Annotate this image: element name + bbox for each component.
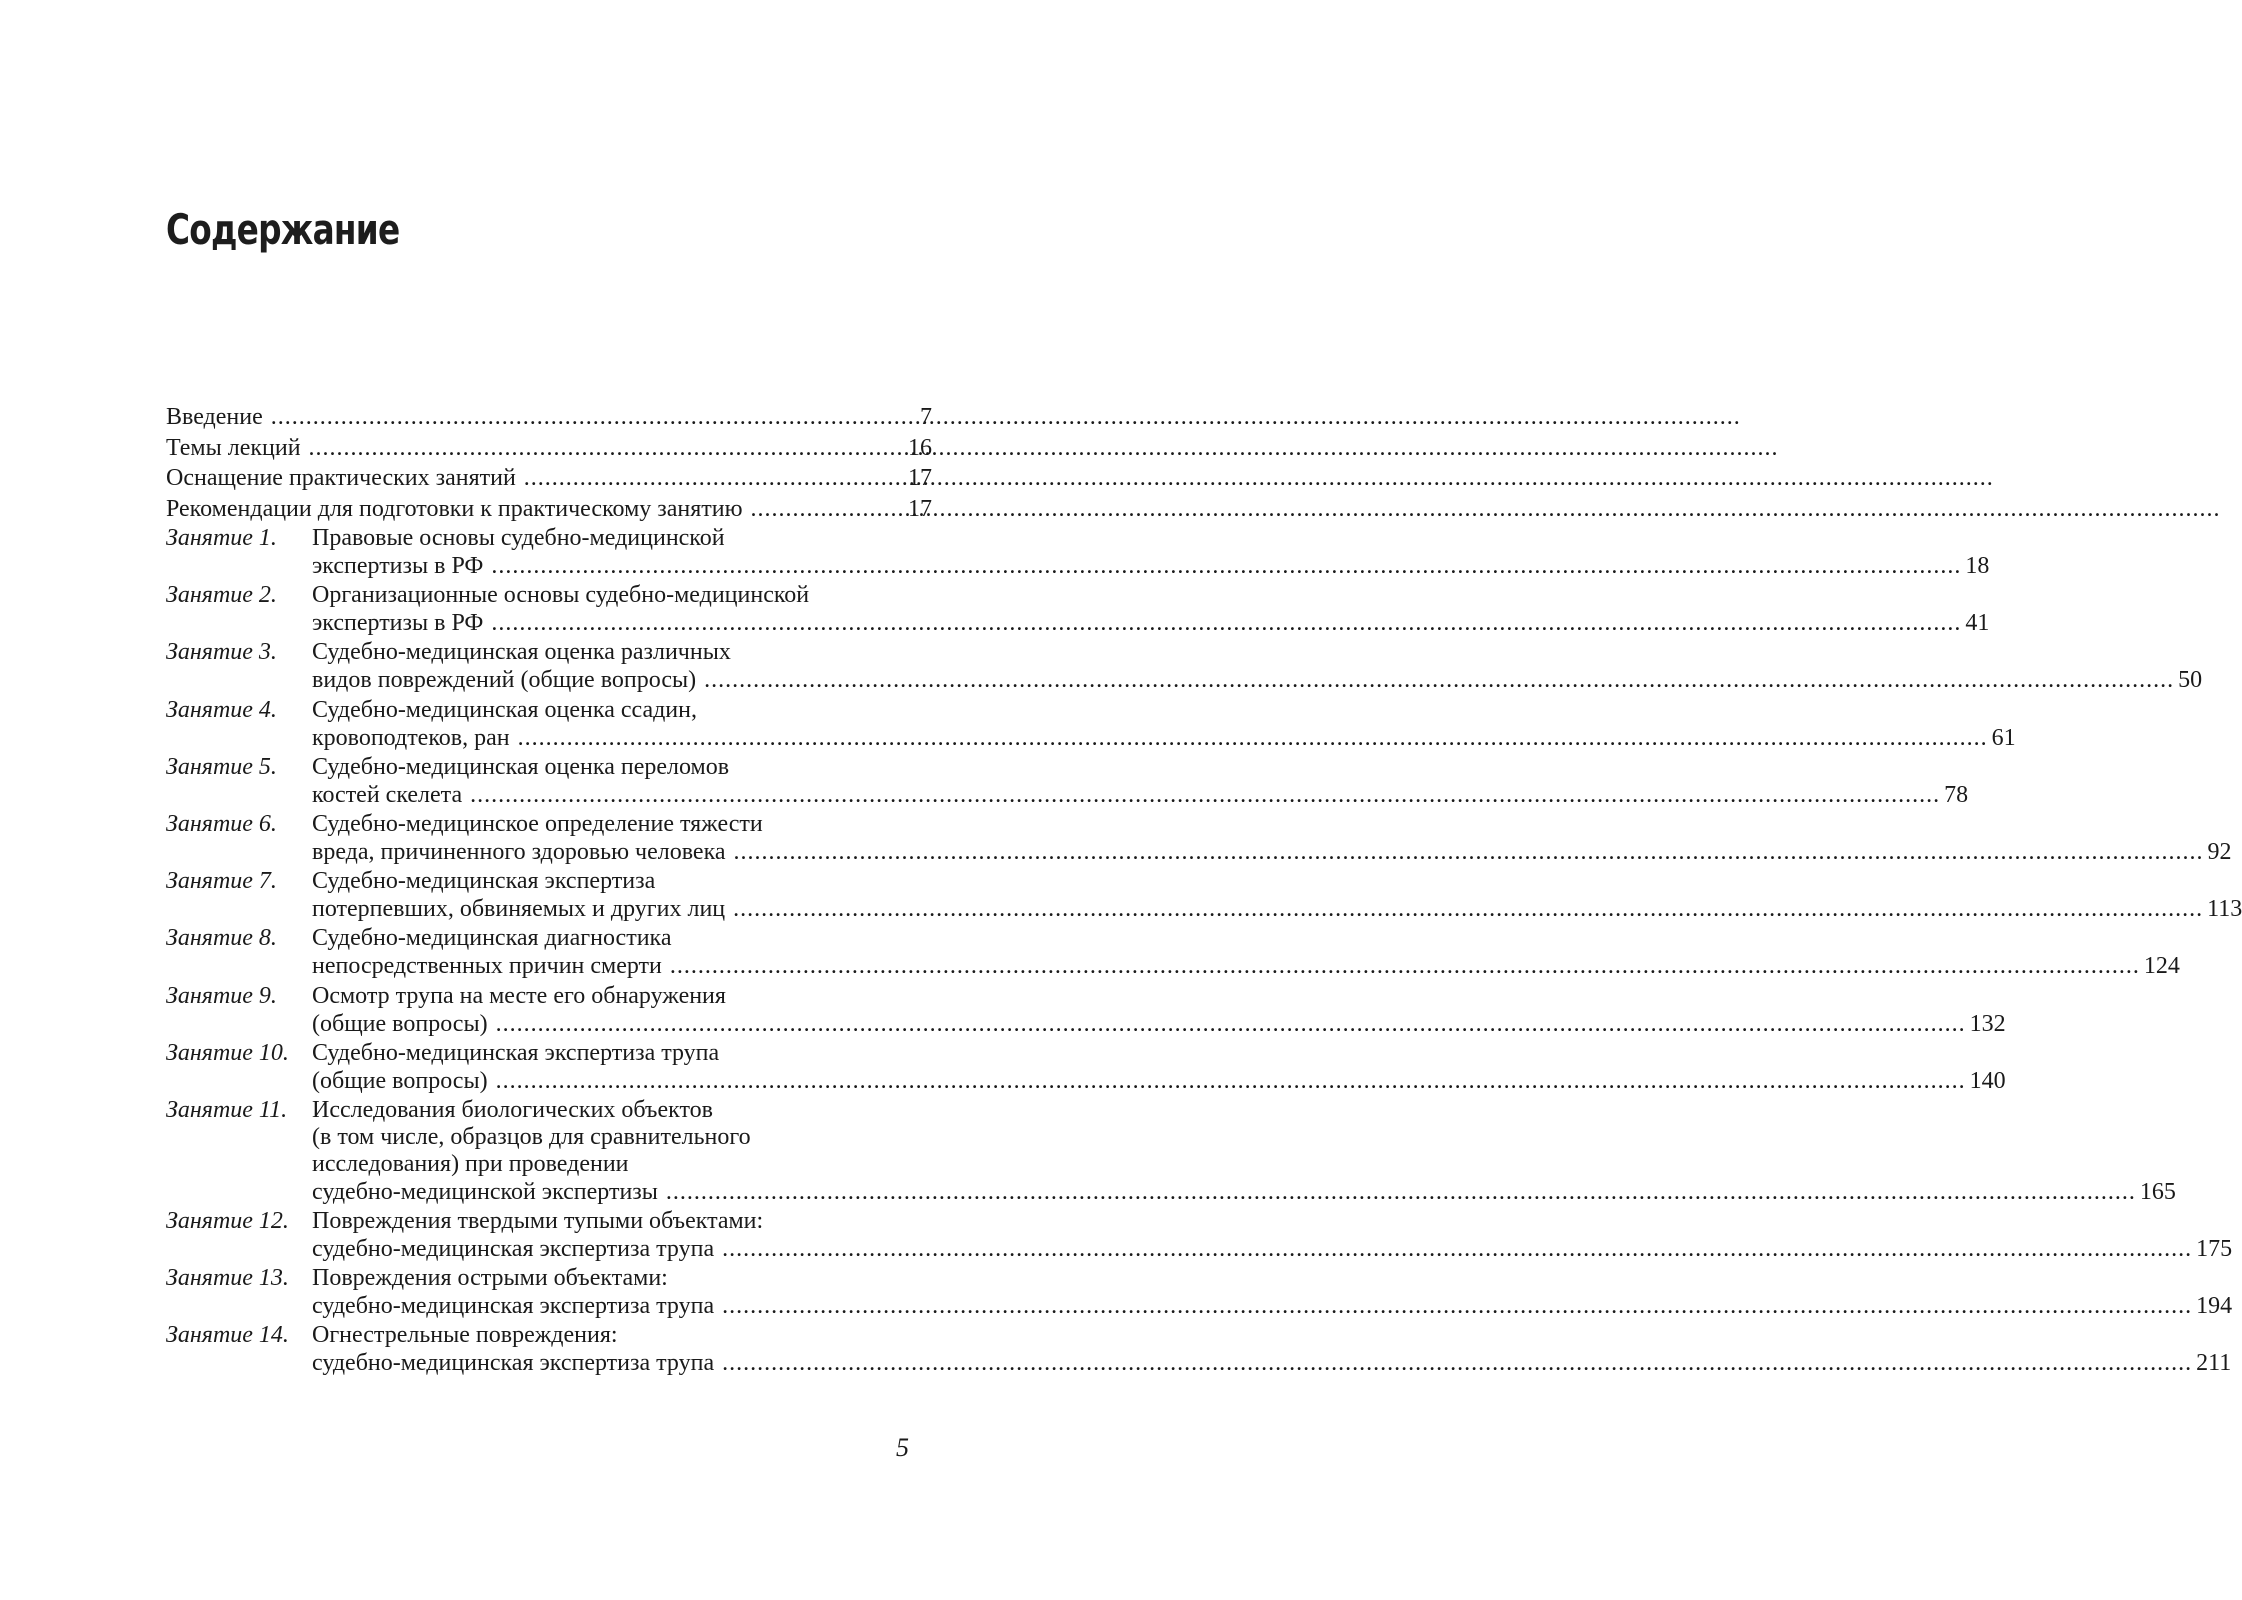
lesson-page-number: 92: [2207, 838, 2232, 865]
toc-entry-title: Темы лекций: [166, 434, 301, 461]
lesson-title-block: [312, 697, 2016, 753]
toc-lesson-entry: [166, 753, 1969, 810]
lesson-title-last-line: [312, 552, 1989, 581]
lesson-page-number: 18: [1965, 553, 1990, 579]
lesson-title-line: непосредственных причин смерти: [312, 953, 662, 980]
lesson-title-line: экспертизы в РФ: [312, 610, 484, 637]
lesson-label: Занятие 13.: [166, 1265, 289, 1292]
lesson-page-number: 124: [2143, 953, 2180, 980]
lesson-title-line: Судебно-медицинская диагностика: [312, 925, 672, 952]
dot-leader: [309, 434, 904, 462]
toc-lesson-entry: [166, 1265, 2233, 1321]
lesson-label: Занятие 14.: [166, 1322, 289, 1349]
lesson-title-line: (в том числе, образцов для сравнительного: [312, 1123, 751, 1150]
lesson-page-number: 175: [2196, 1236, 2233, 1263]
toc-lesson-entry: [166, 525, 1990, 581]
toc-entry-page: 17: [908, 495, 932, 522]
lesson-title-line: экспертизы в РФ: [312, 553, 484, 579]
lesson-title-line: (общие вопросы): [312, 1010, 488, 1037]
lesson-title-block: [312, 525, 1989, 581]
page-number: 5: [896, 1433, 909, 1462]
lesson-title-last-line: [312, 609, 1989, 638]
lesson-page-number: 61: [1991, 724, 2016, 751]
toc-lesson-entry: [166, 1208, 2233, 1264]
lesson-title-line: вреда, причиненного здоровью человека: [312, 838, 726, 865]
lesson-title-line: Исследования биологических объектов: [312, 1096, 713, 1123]
dot-leader: [496, 1010, 1966, 1038]
lesson-label: Занятие 10.: [166, 1039, 289, 1066]
dot-leader: [733, 895, 2203, 923]
lesson-title-line: Правовые основы судебно-медицинской: [312, 525, 725, 551]
lesson-title-line: Огнестрельные повреждения:: [312, 1322, 618, 1349]
table-of-contents: [166, 403, 2242, 1380]
dot-leader: [491, 552, 1961, 580]
toc-lesson-entry: [166, 1322, 2232, 1378]
lesson-title-line: судебно-медицинская экспертиза трупа: [312, 1236, 715, 1263]
toc-lesson-entry: [166, 1039, 2006, 1096]
lesson-title-block: [312, 582, 1989, 638]
lesson-title-last-line: [312, 666, 2202, 695]
lesson-page-number: 78: [1944, 781, 1969, 808]
lesson-title-block: [312, 868, 2242, 924]
lesson-title-line: Судебно-медицинское определение тяжести: [312, 810, 763, 837]
toc-entry: [166, 495, 932, 526]
lesson-title-last-line: [312, 1067, 2006, 1096]
lesson-title-block: [312, 1097, 2176, 1207]
lesson-title-line: (общие вопросы): [312, 1067, 488, 1094]
lesson-page-number: 165: [2139, 1178, 2176, 1205]
lesson-label: Занятие 9.: [166, 982, 277, 1009]
dot-leader: [722, 1349, 2192, 1377]
lesson-title-block: [312, 639, 2202, 695]
lesson-label: Занятие 8.: [166, 925, 277, 952]
toc-lesson-entry: [166, 582, 1990, 638]
dot-leader: [491, 609, 1961, 637]
lesson-title-last-line: [312, 781, 1968, 810]
toc-entry: [166, 434, 932, 465]
dot-leader: [722, 1292, 2192, 1320]
toc-entry-title: Введение: [166, 404, 263, 430]
lesson-page-number: 140: [1969, 1067, 2006, 1094]
toc-lesson-entry: [166, 982, 2006, 1039]
toc-entry-page: 7: [920, 404, 932, 430]
dot-leader: [734, 838, 2204, 866]
lesson-title-block: [312, 1265, 2232, 1321]
toc-lesson-entry: [166, 925, 2180, 981]
lesson-title-last-line: [312, 1235, 2232, 1264]
lesson-title-line: кровоподтеков, ран: [312, 724, 510, 751]
lesson-title-line: Судебно-медицинская оценка ссадин,: [312, 696, 697, 723]
lesson-page-number: 50: [2178, 667, 2203, 694]
page-title: Содержание: [166, 205, 400, 254]
lesson-page-number: 211: [2196, 1350, 2232, 1377]
lesson-title-block: [312, 1040, 2006, 1096]
toc-entry: [166, 464, 932, 495]
toc-entry-page: 16: [908, 434, 932, 461]
lesson-title-last-line: [312, 1349, 2231, 1378]
lesson-label: Занятие 5.: [166, 753, 277, 780]
toc-entry-title: Оснащение практических занятий: [166, 465, 516, 491]
toc-lesson-entry: [166, 868, 2242, 924]
lesson-title-last-line: [312, 1010, 2006, 1039]
lesson-title-block: [312, 811, 2232, 867]
lesson-label: Занятие 11.: [166, 1096, 288, 1123]
dot-leader: [496, 1067, 1966, 1095]
lesson-label: Занятие 4.: [166, 696, 277, 723]
lesson-title-last-line: [312, 724, 2016, 753]
toc-lesson-entry: [166, 810, 2232, 867]
lesson-title-block: [312, 754, 1968, 810]
lesson-title-line: Повреждения твердыми тупыми объектами:: [312, 1208, 764, 1235]
dot-leader: [524, 464, 904, 492]
lesson-page-number: 194: [2196, 1293, 2233, 1320]
toc-entry: [166, 403, 932, 434]
lesson-title-block: [312, 1322, 2231, 1378]
lesson-title-last-line: [312, 1292, 2232, 1321]
dot-leader: [670, 952, 2140, 980]
toc-lesson-entry: [166, 1096, 2176, 1207]
toc-lesson-entry: [166, 696, 2016, 753]
lesson-title-line: Судебно-медицинская экспертиза: [312, 868, 656, 895]
lesson-title-line: Судебно-медицинская оценка различных: [312, 639, 731, 666]
lesson-label: Занятие 1.: [166, 525, 277, 551]
lesson-label: Занятие 2.: [166, 582, 277, 609]
lesson-title-line: видов повреждений (общие вопросы): [312, 667, 697, 694]
dot-leader: [704, 666, 2174, 694]
dot-leader: [518, 724, 1988, 752]
lesson-title-line: потерпевших, обвиняемых и других лиц: [312, 896, 726, 923]
lesson-label: Занятие 12.: [166, 1208, 289, 1235]
lesson-page-number: 132: [1969, 1010, 2006, 1037]
lesson-title-line: костей скелета: [312, 781, 463, 808]
dot-leader: [271, 403, 916, 431]
lesson-page-number: 41: [1965, 610, 1990, 637]
lesson-page-number: 113: [2207, 896, 2242, 923]
dot-leader: [722, 1235, 2192, 1263]
lesson-title-line: судебно-медицинской экспертизы: [312, 1178, 658, 1205]
lesson-title-line: исследования) при проведении: [312, 1150, 629, 1177]
lesson-title-block: [312, 1208, 2232, 1264]
lesson-title-last-line: [312, 1178, 2176, 1207]
lesson-label: Занятие 3.: [166, 639, 277, 666]
lesson-title-line: Осмотр трупа на месте его обнаружения: [312, 982, 726, 1009]
lesson-title-block: [312, 925, 2180, 981]
lesson-title-line: судебно-медицинская экспертиза трупа: [312, 1350, 715, 1377]
lesson-title-line: Организационные основы судебно-медицинской: [312, 582, 810, 609]
dot-leader: [751, 495, 904, 523]
lesson-title-block: [312, 983, 2006, 1039]
lesson-title-line: Повреждения острыми объектами:: [312, 1265, 668, 1292]
dot-leader: [470, 781, 1940, 809]
lesson-title-last-line: [312, 895, 2242, 924]
lesson-label: Занятие 7.: [166, 868, 277, 895]
toc-entry-title: Рекомендации для подготовки к практическому занятию: [166, 495, 743, 522]
lesson-title-line: судебно-медицинская экспертиза трупа: [312, 1293, 715, 1320]
lesson-title-last-line: [312, 952, 2180, 981]
lesson-title-line: Судебно-медицинская оценка переломов: [312, 753, 730, 780]
lesson-title-line: Судебно-медицинская экспертиза трупа: [312, 1039, 720, 1066]
dot-leader: [666, 1178, 2136, 1206]
lesson-title-last-line: [312, 838, 2232, 867]
toc-entry-page: 17: [908, 465, 932, 491]
toc-lesson-entry: [166, 639, 2203, 695]
lesson-label: Занятие 6.: [166, 810, 277, 837]
